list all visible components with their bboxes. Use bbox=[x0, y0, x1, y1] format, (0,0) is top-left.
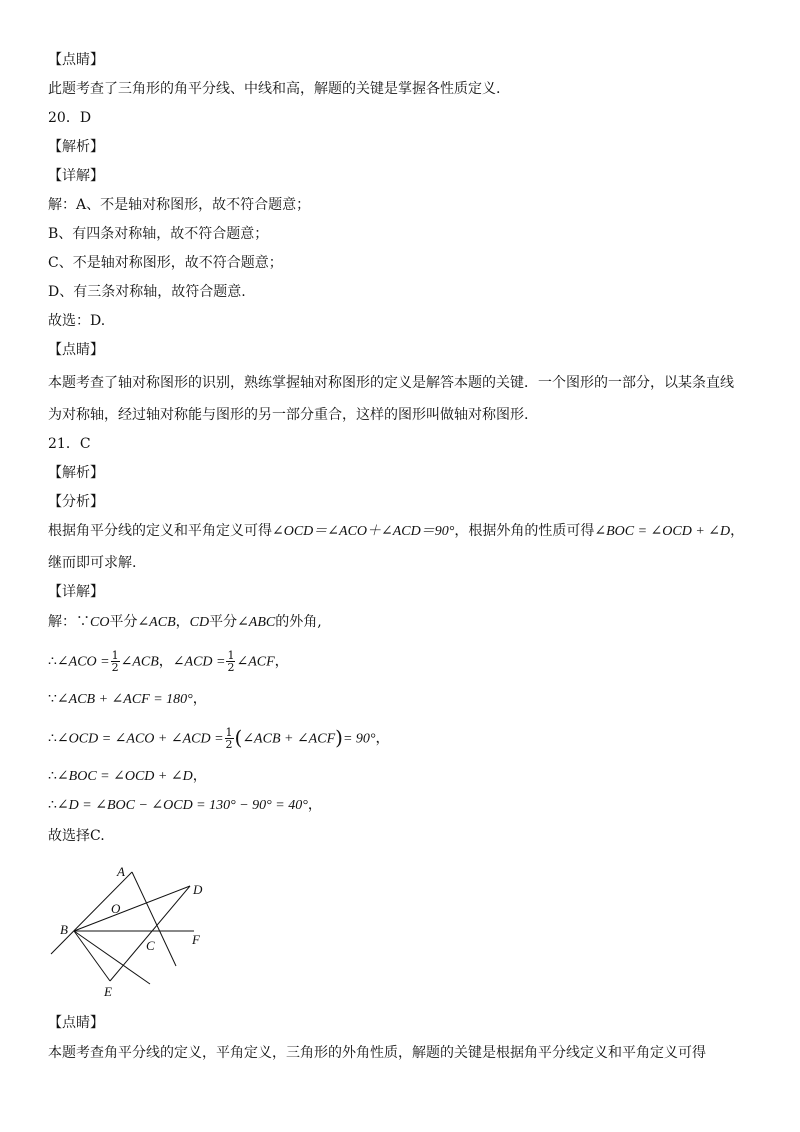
left-paren: ( bbox=[234, 725, 243, 750]
heading-fenxi-21: 【分析】 bbox=[48, 494, 104, 510]
math-expr: ∠D = ∠BOC − ∠OCD = 130° − 90° = 40° bbox=[56, 798, 308, 813]
line-bd bbox=[74, 886, 190, 931]
fraction-numerator: 1 bbox=[227, 649, 235, 662]
math-expr: ∠ACO = bbox=[56, 654, 110, 670]
math-expr: ∠ACB + ∠ACF = 180° bbox=[56, 692, 193, 707]
math-expr: ∠ACB + ∠ACF bbox=[242, 731, 336, 747]
text-line: C、不是轴对称图形，故不符合题意； bbox=[48, 255, 283, 271]
math-expr: ∠BOC = ∠OCD + ∠D bbox=[56, 769, 193, 784]
fraction-half bbox=[225, 727, 234, 750]
label-f: F bbox=[192, 932, 200, 947]
fraction-half bbox=[111, 650, 120, 673]
text-line-math bbox=[48, 521, 744, 542]
text-run: 解：∵ bbox=[48, 614, 90, 630]
right-paren: ) bbox=[335, 725, 343, 750]
answer-21: 21．C bbox=[48, 436, 91, 452]
heading-xiangjie-21: 【详解】 bbox=[48, 584, 104, 600]
fraction-half bbox=[226, 650, 235, 673]
text-run: ，根据外角的性质可得 bbox=[454, 523, 595, 539]
heading-dianjing-2: 【点睛】 bbox=[48, 342, 104, 358]
math-expr: ∠ACB bbox=[120, 654, 159, 670]
geometry-figure bbox=[40, 858, 220, 1003]
line-be bbox=[74, 931, 110, 981]
because-symbol: ∵ bbox=[48, 691, 57, 707]
text-run: ， bbox=[192, 768, 207, 784]
text-run: ， bbox=[375, 730, 390, 747]
text-line: 本题考查了轴对称图形的识别，熟练掌握轴对称图形的定义是解答本题的关键．一个图形的一部分，以某条直线 bbox=[48, 375, 734, 391]
math-expr: ∠ACD = bbox=[172, 654, 226, 670]
text-line-math bbox=[48, 689, 207, 710]
math-expr: ∠ABC bbox=[237, 615, 276, 630]
label-o: O bbox=[111, 901, 121, 916]
heading-dianjing-1: 【点睛】 bbox=[48, 52, 104, 68]
text-line-math bbox=[48, 612, 322, 633]
label-d: D bbox=[193, 882, 203, 897]
math-expr: ∠OCD＝∠ACO＋∠ACD＝90° bbox=[272, 524, 455, 539]
text-run: 平分 bbox=[109, 614, 138, 630]
text-line: 为对称轴，经过轴对称能与图形的另一部分重合，这样的图形叫做轴对称图形. bbox=[48, 407, 529, 423]
fraction-denominator: 2 bbox=[225, 738, 233, 751]
text-line: 此题考查了三角形的角平分线、中线和高，解题的关键是掌握各性质定义. bbox=[48, 81, 501, 97]
math-expr: = 90° bbox=[342, 731, 376, 747]
text-run: ， bbox=[307, 797, 322, 813]
math-expr: ∠ACF bbox=[236, 654, 275, 670]
text-run: ， bbox=[274, 653, 289, 670]
heading-jiexi-20: 【解析】 bbox=[48, 139, 104, 155]
text-line-math bbox=[48, 727, 389, 750]
text-line: 故选：D. bbox=[48, 313, 106, 329]
math-expr: ∠ACB bbox=[137, 615, 176, 630]
fraction-denominator: 2 bbox=[227, 661, 235, 674]
math-expr: ∠BOC = ∠OCD + ∠D bbox=[594, 524, 731, 539]
label-a: A bbox=[117, 864, 125, 879]
therefore-symbol: ∴ bbox=[48, 730, 57, 747]
text-run: 平分 bbox=[209, 614, 238, 630]
math-expr: CD bbox=[189, 615, 210, 630]
text-line: B、有四条对称轴，故不符合题意； bbox=[48, 226, 269, 242]
text-run: ， bbox=[192, 691, 207, 707]
text-run: 根据角平分线的定义和平角定义可得 bbox=[48, 523, 272, 539]
therefore-symbol: ∴ bbox=[48, 797, 57, 813]
answer-20: 20．D bbox=[48, 110, 92, 126]
line-ce bbox=[74, 931, 150, 984]
text-line: 解：A、不是轴对称图形，故不符合题意； bbox=[48, 197, 311, 213]
math-expr: ∠OCD = ∠ACO + ∠ACD = bbox=[56, 731, 224, 747]
text-line: 故选择C. bbox=[48, 828, 105, 844]
line-ed bbox=[110, 886, 190, 981]
heading-dianjing-3: 【点睛】 bbox=[48, 1015, 104, 1031]
text-line-math bbox=[48, 766, 207, 787]
fraction-numerator: 1 bbox=[225, 726, 233, 739]
text-line-math bbox=[48, 795, 322, 816]
math-expr: CO bbox=[90, 615, 110, 630]
heading-xiangjie-20: 【详解】 bbox=[48, 168, 104, 184]
fraction-numerator: 1 bbox=[111, 649, 119, 662]
text-line: 本题考查角平分线的定义，平角定义，三角形的外角性质，解题的关键是根据角平分线定义和平角定义可得 bbox=[48, 1045, 706, 1061]
text-run: ， bbox=[730, 523, 745, 539]
text-line-math bbox=[48, 650, 289, 673]
fraction-denominator: 2 bbox=[111, 661, 119, 674]
text-run: 的外角, bbox=[275, 614, 322, 630]
text-line: D、有三条对称轴，故符合题意. bbox=[48, 284, 246, 300]
label-b: B bbox=[60, 922, 68, 937]
text-line: 继而即可求解. bbox=[48, 555, 137, 571]
text-run: ， bbox=[175, 614, 190, 630]
label-e: E bbox=[104, 984, 112, 999]
therefore-symbol: ∴ bbox=[48, 768, 57, 784]
therefore-symbol: ∴ bbox=[48, 653, 57, 670]
heading-jiexi-21: 【解析】 bbox=[48, 465, 104, 481]
text-run: ， bbox=[158, 653, 173, 670]
label-c: C bbox=[146, 938, 155, 953]
